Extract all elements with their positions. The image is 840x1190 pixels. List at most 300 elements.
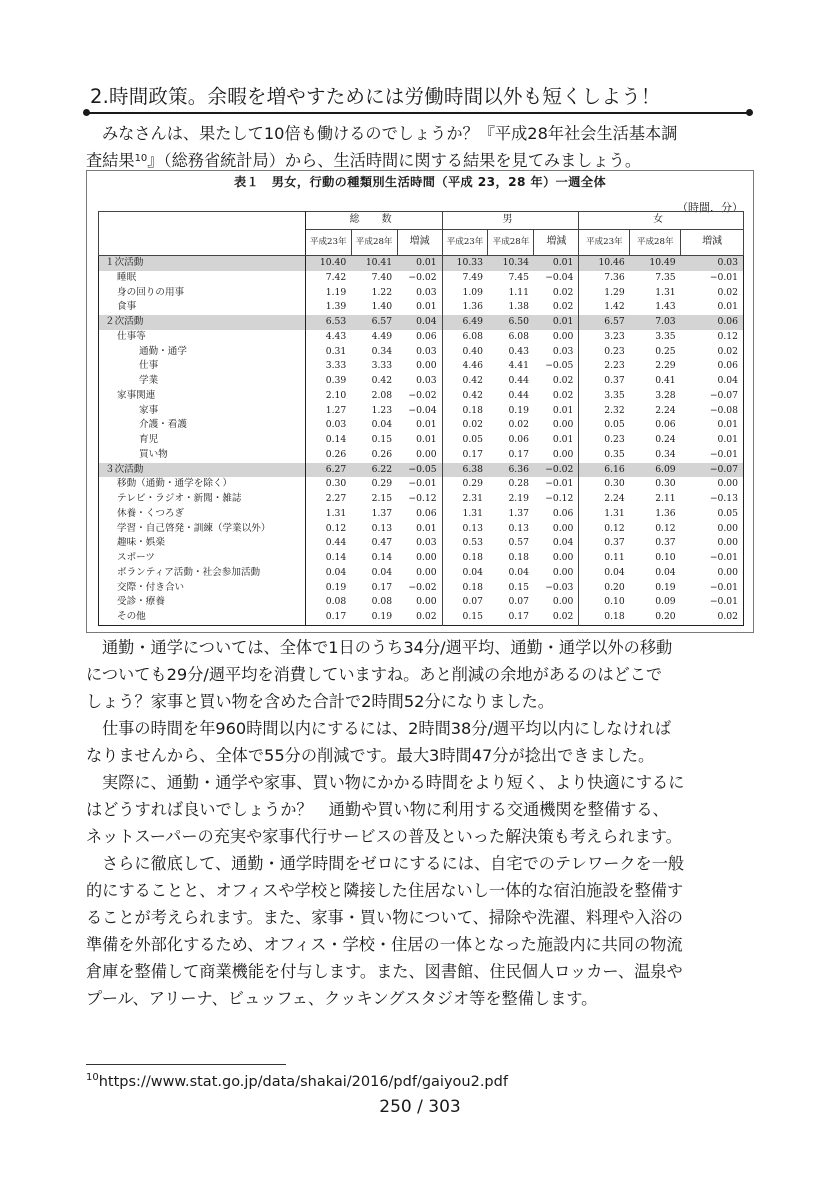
value-cell: 0.29 — [371, 478, 393, 490]
value-cell: 3.35 — [604, 389, 625, 401]
value-cell: 1.37 — [371, 507, 393, 519]
value-cell: 0.37 — [604, 537, 625, 549]
value-cell: 0.20 — [604, 581, 625, 593]
paragraph-line: プール、アリーナ、ビュッフェ、クッキングスタジオ等を整備します。 — [86, 989, 598, 1008]
value-cell: 0.10 — [604, 596, 625, 608]
value-cell: 1.40 — [371, 301, 393, 313]
value-cell: 0.19 — [371, 611, 393, 622]
value-cell: 0.57 — [508, 537, 529, 549]
subheader-female-0: 平成23年 — [579, 230, 630, 256]
table-row — [99, 330, 744, 345]
row-label — [99, 271, 306, 286]
value-cell: 1.31 — [325, 507, 347, 519]
row-label — [99, 522, 306, 537]
value-cell: 0.40 — [462, 345, 483, 357]
value-cell: 0.00 — [717, 537, 738, 549]
row-label — [99, 345, 306, 360]
value-cell: 2.15 — [371, 493, 393, 504]
value-cell: −0.02 — [397, 389, 442, 404]
table-group-header-row — [99, 212, 744, 230]
paragraph-line: 的にすることと、オフィスや学校と隣接した住居ないし一体的な宿泊施設を整備す — [86, 881, 684, 900]
row-label — [99, 477, 306, 492]
value-cell: 0.15 — [371, 434, 393, 445]
value-cell: 0.00 — [534, 448, 579, 463]
value-cell: 7.45 — [508, 271, 529, 283]
table-row — [99, 286, 744, 301]
footnote-ref[interactable]: 10 — [134, 153, 148, 164]
value-cell: −0.01 — [534, 477, 579, 492]
value-cell: 10.46 — [579, 256, 630, 271]
body-paragraph-2 — [86, 715, 756, 769]
value-cell: 0.04 — [534, 536, 579, 551]
value-cell: 0.01 — [534, 256, 579, 271]
value-cell: 0.42 — [462, 389, 483, 401]
value-cell: −0.01 — [397, 477, 442, 492]
value-cell: −0.05 — [534, 359, 579, 374]
value-cell: 0.03 — [325, 419, 347, 431]
value-cell: 0.29 — [462, 478, 483, 490]
table-row — [99, 581, 744, 596]
value-cell: 0.08 — [325, 596, 347, 608]
value-cell: 0.04 — [371, 419, 393, 431]
value-cell: 0.00 — [717, 566, 738, 578]
value-cell: 0.13 — [508, 522, 529, 534]
value-cell: 7.40 — [371, 271, 393, 283]
value-cell: 0.47 — [371, 537, 393, 549]
value-cell: 0.01 — [534, 433, 579, 448]
table-row — [99, 256, 744, 271]
value-cell: 2.19 — [508, 493, 529, 504]
value-cell: 2.24 — [655, 404, 676, 416]
value-cell: 0.05 — [462, 434, 483, 445]
value-cell: 2.11 — [655, 493, 676, 504]
value-cell: 3.33 — [325, 360, 347, 372]
footnote-url[interactable]: https://www.stat.go.jp/data/shakai/2016/pdf/gaiyou2.pdf — [98, 1074, 508, 1090]
value-cell: 0.17 — [508, 448, 529, 460]
value-cell: 1.09 — [462, 286, 483, 298]
value-cell: 0.13 — [371, 522, 393, 534]
value-cell: 0.19 — [508, 404, 529, 416]
value-cell: 0.24 — [655, 434, 676, 445]
value-cell: −0.12 — [534, 492, 579, 507]
value-cell: 0.00 — [534, 330, 579, 345]
value-cell: 0.02 — [717, 286, 738, 298]
row-label — [99, 389, 306, 404]
value-cell: 1.19 — [325, 286, 347, 298]
value-cell: 6.57 — [351, 315, 397, 330]
table-corner-cell — [99, 212, 306, 256]
value-cell: 0.01 — [534, 315, 579, 330]
value-cell: 6.53 — [305, 315, 351, 330]
value-cell: 0.34 — [655, 448, 676, 460]
value-cell: 1.43 — [655, 301, 676, 313]
value-cell: 0.31 — [325, 345, 347, 357]
value-cell: 6.22 — [351, 463, 397, 478]
value-cell: 0.17 — [371, 581, 393, 593]
value-cell: 0.14 — [371, 552, 393, 563]
value-cell: 0.19 — [655, 581, 676, 593]
value-cell: 0.30 — [325, 478, 347, 490]
value-cell: −0.04 — [397, 404, 442, 419]
value-cell: 0.12 — [717, 330, 738, 342]
row-label-text: ３次活動 — [105, 463, 144, 475]
value-cell: 1.36 — [462, 301, 483, 313]
table-row — [99, 448, 744, 463]
table-title: 表１ 男女，行動の種類別生活時間（平成 23，28 年）一週全体 — [233, 175, 607, 189]
value-cell: 2.27 — [325, 493, 347, 504]
row-label-text: 学習・自己啓発・訓練（学業以外） — [117, 522, 271, 534]
row-label — [99, 551, 306, 566]
value-cell: 0.19 — [325, 581, 347, 593]
value-cell: 0.39 — [325, 375, 347, 386]
value-cell: 0.01 — [397, 522, 442, 537]
value-cell: 4.41 — [508, 360, 529, 372]
value-cell: −0.01 — [709, 448, 738, 460]
value-cell: 1.11 — [508, 286, 529, 298]
row-label — [99, 536, 306, 551]
row-label-text: 受診・療養 — [117, 596, 165, 608]
value-cell: 2.23 — [604, 360, 625, 372]
value-cell: 4.46 — [462, 360, 483, 372]
value-cell: 0.15 — [508, 581, 529, 593]
value-cell: 0.00 — [397, 551, 442, 566]
value-cell: 0.26 — [325, 448, 347, 460]
table-row — [99, 536, 744, 551]
row-label — [99, 566, 306, 581]
heading-text: 2.時間政策。余暇を増やすためには労働時間以外も短くしよう！ — [90, 85, 661, 108]
table-figure — [86, 170, 754, 633]
row-label — [99, 404, 306, 419]
value-cell: 0.53 — [462, 537, 483, 549]
value-cell: 0.30 — [655, 478, 676, 490]
table-unit: （時間．分） — [677, 201, 743, 214]
value-cell: 0.09 — [655, 596, 676, 608]
row-label — [99, 433, 306, 448]
paragraph-line: 実際に、通勤・通学や家事、買い物にかかる時間をより短く、より快適にするに — [102, 773, 685, 792]
value-cell: 0.02 — [397, 610, 442, 625]
value-cell: −0.12 — [397, 492, 442, 507]
group-header-male: 男 — [442, 212, 579, 230]
value-cell: 1.38 — [508, 301, 529, 313]
value-cell: 6.27 — [305, 463, 351, 478]
value-cell: 0.06 — [655, 419, 676, 431]
paragraph-line: しょう？家事と買い物を含めた合計で2時間52分になりました。 — [86, 692, 554, 711]
table-row — [99, 595, 744, 610]
row-label — [99, 286, 306, 301]
row-label — [99, 448, 306, 463]
value-cell: 1.37 — [508, 507, 529, 519]
value-cell: 0.00 — [397, 359, 442, 374]
row-label-text: 趣味・娯楽 — [117, 537, 165, 549]
value-cell: 6.50 — [488, 315, 534, 330]
value-cell: 0.01 — [397, 300, 442, 315]
group-header-female: 女 — [579, 212, 744, 230]
value-cell: 0.06 — [397, 507, 442, 522]
group-header-total: 総 数 — [305, 212, 442, 230]
table-row — [99, 404, 744, 419]
value-cell: 2.08 — [371, 389, 393, 401]
value-cell: 0.02 — [717, 345, 738, 357]
subheader-female-2: 増減 — [681, 230, 744, 256]
value-cell: 0.03 — [397, 286, 442, 301]
value-cell: 0.44 — [508, 375, 529, 386]
value-cell: 0.35 — [604, 448, 625, 460]
value-cell: 0.06 — [508, 434, 529, 445]
value-cell: −0.13 — [709, 493, 738, 504]
row-label-text: 買い物 — [139, 448, 168, 460]
row-label — [99, 610, 306, 625]
row-label — [99, 315, 306, 330]
row-label-text: ボランティア活動・社会参加活動 — [117, 566, 261, 578]
value-cell: 2.31 — [462, 493, 483, 504]
paragraph-line: なりませんから、全体で55分の削減です。最大3時間47分が捻出できました。 — [86, 746, 655, 765]
value-cell: 0.04 — [397, 315, 442, 330]
row-label — [99, 374, 306, 389]
value-cell: 0.17 — [508, 611, 529, 622]
value-cell: −0.08 — [709, 404, 738, 416]
value-cell: 10.41 — [351, 256, 397, 271]
intro-line-1: みなさんは、果たして10倍も働けるのでしょうか？『平成28年社会生活基本調 — [102, 124, 678, 143]
row-label — [99, 507, 306, 522]
paragraph-line: さらに徹底して、通勤・通学時間をゼロにするには、自宅でのテレワークを一般 — [102, 854, 685, 873]
value-cell: 1.31 — [604, 507, 625, 519]
body-paragraph-4 — [86, 850, 756, 1012]
value-cell: 0.04 — [508, 566, 529, 578]
intro-line-2-text: 査結果 — [86, 151, 135, 170]
value-cell: 0.23 — [604, 345, 625, 357]
paragraph-line: 通勤・通学については、全体で1日のうち34分/週平均、通勤・通学以外の移動 — [102, 638, 673, 657]
value-cell: 0.00 — [397, 595, 442, 610]
value-cell: 0.04 — [717, 375, 738, 386]
value-cell: 0.14 — [325, 434, 347, 445]
value-cell: 0.07 — [462, 596, 483, 608]
row-label-text: 仕事等 — [117, 330, 146, 342]
value-cell: 0.02 — [717, 611, 738, 622]
value-cell: 0.01 — [717, 419, 738, 431]
value-cell: 0.03 — [397, 345, 442, 360]
value-cell: 0.11 — [604, 552, 625, 563]
time-use-table — [98, 211, 744, 626]
value-cell: 0.02 — [508, 419, 529, 431]
row-label-text: 家事関連 — [117, 389, 156, 401]
value-cell: −0.07 — [681, 463, 744, 478]
value-cell: 0.44 — [325, 537, 347, 549]
value-cell: 3.28 — [655, 389, 676, 401]
value-cell: 0.00 — [397, 566, 442, 581]
value-cell: 6.36 — [488, 463, 534, 478]
subheader-male-0: 平成23年 — [442, 230, 488, 256]
value-cell: 0.06 — [534, 507, 579, 522]
value-cell: 6.16 — [579, 463, 630, 478]
table-row — [99, 477, 744, 492]
table-row — [99, 389, 744, 404]
paragraph-line: についても29分/週平均を消費していますね。あと削減の余地があるのはどこで — [86, 665, 663, 684]
row-label-text: 睡眠 — [117, 271, 137, 283]
value-cell: 0.01 — [534, 404, 579, 419]
value-cell: 0.18 — [462, 404, 483, 416]
section-heading — [86, 84, 750, 118]
value-cell: 6.08 — [462, 330, 483, 342]
value-cell: 0.18 — [604, 611, 625, 622]
value-cell: 0.02 — [534, 610, 579, 625]
body-paragraph-3 — [86, 769, 756, 850]
value-cell: 0.01 — [717, 301, 738, 313]
value-cell: 1.31 — [462, 507, 483, 519]
value-cell: 10.34 — [488, 256, 534, 271]
paragraph-line: ることが考えられます。また、家事・買い物について、掃除や洗濯、料理や入浴の — [86, 908, 683, 927]
value-cell: 0.13 — [462, 522, 483, 534]
value-cell: 2.10 — [325, 389, 347, 401]
value-cell: 6.09 — [630, 463, 681, 478]
intro-line-2-rest: 』（総務省統計局）から、生活時間に関する結果を見てみましょう。 — [147, 151, 642, 170]
value-cell: −0.02 — [534, 463, 579, 478]
value-cell: 0.30 — [604, 478, 625, 490]
value-cell: 0.18 — [462, 581, 483, 593]
value-cell: 10.33 — [442, 256, 488, 271]
footnote — [86, 1074, 508, 1090]
row-label — [99, 359, 306, 374]
value-cell: 4.43 — [325, 330, 347, 342]
subheader-total-1: 平成28年 — [351, 230, 397, 256]
value-cell: −0.01 — [709, 271, 738, 283]
value-cell: 0.12 — [604, 522, 625, 534]
value-cell: 6.38 — [442, 463, 488, 478]
table-row — [99, 610, 744, 625]
value-cell: 0.18 — [508, 552, 529, 563]
value-cell: 0.44 — [508, 389, 529, 401]
value-cell: 6.08 — [508, 330, 529, 342]
value-cell: 1.22 — [371, 286, 393, 298]
value-cell: −0.02 — [397, 581, 442, 596]
table-row — [99, 271, 744, 286]
row-label-text: 家事 — [139, 404, 159, 416]
value-cell: 0.26 — [371, 448, 393, 460]
value-cell: 3.35 — [655, 330, 676, 342]
value-cell: 1.27 — [325, 404, 347, 416]
value-cell: 2.24 — [604, 493, 625, 504]
value-cell: 0.23 — [604, 434, 625, 445]
row-label-text: 介護・看護 — [139, 419, 187, 431]
value-cell: 6.57 — [579, 315, 630, 330]
value-cell: 0.06 — [717, 360, 738, 372]
row-label-text: スポーツ — [117, 552, 155, 563]
subheader-male-1: 平成28年 — [488, 230, 534, 256]
row-label — [99, 418, 306, 433]
table-row — [99, 507, 744, 522]
value-cell: 2.32 — [604, 404, 625, 416]
value-cell: −0.01 — [709, 552, 738, 563]
row-label — [99, 256, 306, 271]
table-row — [99, 522, 744, 537]
table-row — [99, 551, 744, 566]
value-cell: 7.36 — [604, 271, 625, 283]
value-cell: 0.37 — [655, 537, 676, 549]
value-cell: 0.14 — [325, 552, 347, 563]
row-label — [99, 492, 306, 507]
row-label-text: 食事 — [117, 301, 137, 313]
table-row — [99, 359, 744, 374]
value-cell: 7.49 — [462, 271, 483, 283]
value-cell: 10.49 — [630, 256, 681, 271]
value-cell: −0.05 — [397, 463, 442, 478]
value-cell: −0.04 — [534, 271, 579, 286]
value-cell: 0.02 — [534, 374, 579, 389]
value-cell: 0.34 — [371, 345, 393, 357]
value-cell: 0.15 — [462, 611, 483, 622]
value-cell: 0.43 — [508, 345, 529, 357]
value-cell: 0.02 — [534, 389, 579, 404]
value-cell: 1.29 — [604, 286, 625, 298]
table-row — [99, 345, 744, 360]
subheader-male-2: 増減 — [534, 230, 579, 256]
value-cell: 0.10 — [655, 552, 676, 563]
row-label — [99, 330, 306, 345]
subheader-female-1: 平成28年 — [630, 230, 681, 256]
row-label-text: 学業 — [139, 375, 159, 386]
intro-paragraph — [86, 120, 756, 174]
value-cell: 0.00 — [534, 522, 579, 537]
table-row — [99, 300, 744, 315]
page-number: 250 / 303 — [379, 1097, 461, 1117]
value-cell: 7.42 — [325, 271, 347, 283]
value-cell: 0.04 — [325, 566, 347, 578]
row-label-text: テレビ・ラジオ・新聞・雑誌 — [117, 493, 242, 504]
value-cell: 0.08 — [371, 596, 393, 608]
value-cell: −0.01 — [709, 596, 738, 608]
row-label — [99, 581, 306, 596]
value-cell: 6.49 — [442, 315, 488, 330]
footnote-mark: 10 — [86, 1072, 99, 1083]
table-row — [99, 315, 744, 330]
row-label-text: その他 — [117, 611, 146, 622]
value-cell: 0.12 — [325, 522, 347, 534]
heading-underline — [86, 112, 750, 114]
value-cell: −0.02 — [397, 271, 442, 286]
value-cell: 0.00 — [534, 566, 579, 581]
footnote-rule — [86, 1064, 286, 1065]
value-cell: 0.01 — [397, 256, 442, 271]
table-body — [99, 256, 744, 626]
value-cell: 0.00 — [717, 522, 738, 534]
row-label-text: 移動（通勤・通学を除く） — [117, 478, 233, 490]
value-cell: 0.18 — [462, 552, 483, 563]
value-cell: 1.23 — [371, 404, 393, 416]
row-label-text: １次活動 — [105, 257, 144, 268]
value-cell: 7.03 — [630, 315, 681, 330]
row-label — [99, 463, 306, 478]
value-cell: 0.03 — [397, 536, 442, 551]
value-cell: 0.00 — [397, 448, 442, 463]
row-label — [99, 300, 306, 315]
value-cell: 0.28 — [508, 478, 529, 490]
paragraph-line: ネットスーパーの充実や家事代行サービスの普及といった解決策も考えられます。 — [86, 827, 682, 846]
value-cell: 0.04 — [604, 566, 625, 578]
row-label-text: 身の回りの用事 — [117, 286, 185, 298]
paragraph-line: 倉庫を整備して商業機能を付与します。また、図書館、住民個人ロッカー、温泉や — [86, 962, 683, 981]
table-row — [99, 433, 744, 448]
value-cell: 0.00 — [717, 478, 738, 490]
row-label-text: ２次活動 — [105, 316, 144, 327]
value-cell: 0.01 — [397, 418, 442, 433]
value-cell: 10.40 — [305, 256, 351, 271]
value-cell: 3.33 — [371, 360, 393, 372]
subheader-total-2: 増減 — [397, 230, 442, 256]
value-cell: 0.01 — [717, 434, 738, 445]
value-cell: 0.03 — [397, 374, 442, 389]
value-cell: 0.04 — [371, 566, 393, 578]
table-row — [99, 492, 744, 507]
paragraph-line: 仕事の時間を年960時間以内にするには、2時間38分/週平均以内にしなければ — [102, 719, 672, 738]
